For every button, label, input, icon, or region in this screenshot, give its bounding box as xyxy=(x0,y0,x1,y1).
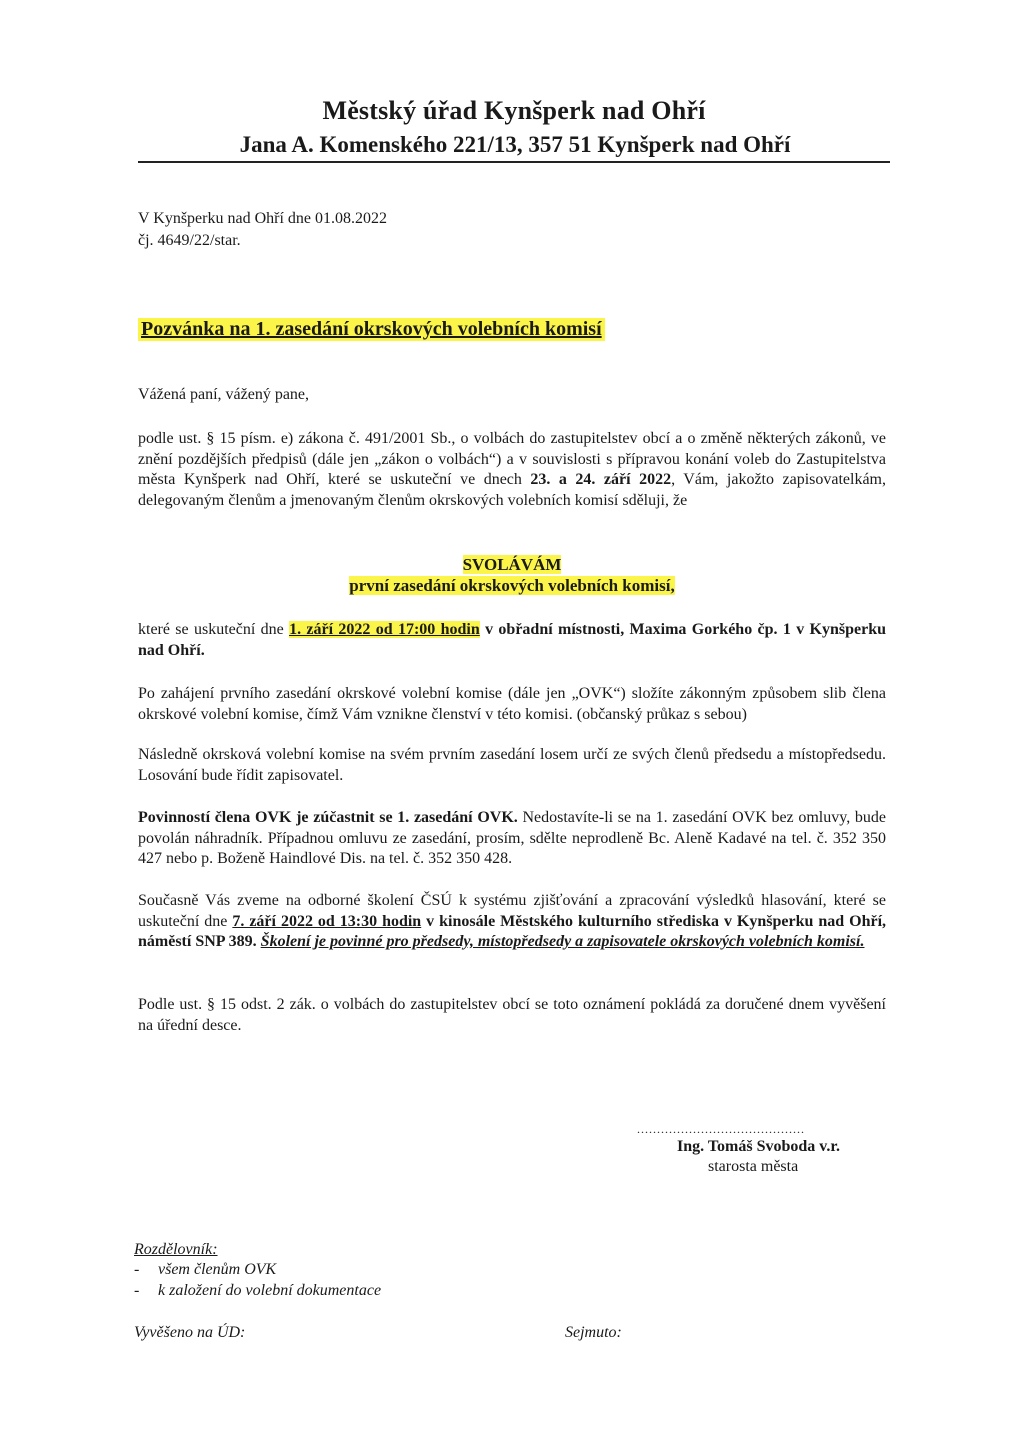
election-dates: 23. a 24. září 2022 xyxy=(530,471,672,488)
paragraph-text: podle ust. § 15 písm. e) zákona č. 491/2001 Sb., o volbách do zastupitelstev obcí a o změně některých zákonů, ve znění pozdějších předpisů (dále jen „zákon o volbách“) a v souvislosti s přípravou konání voleb do Zastupitelstva města Kynšperk nad Ohří, které se uskuteční ve dnech xyxy=(138,430,886,488)
distribution-item: - všem členům OVK xyxy=(134,1261,277,1278)
office-name: Městský úřad Kynšperk nad Ohří xyxy=(322,96,706,125)
paragraph-delivery: Podle ust. § 15 odst. 2 zák. o volbách do zastupitelstev obcí se toto oznámení pokládá za doručené dnem vyvěšení na úřední desce. xyxy=(138,996,886,1034)
paragraph-attendance xyxy=(138,808,886,870)
training-location: v kinosále Městského kulturního střediska v Kynšperku nad Ohří, náměstí SNP 389. xyxy=(138,912,887,950)
place-date: V Kynšperku nad Ohří dne 01.08.2022 xyxy=(138,210,388,227)
training-lead: Současně Vás zveme na odborné školení ČSÚ k systému zjišťování a zpracování výsledků hlasování, které se uskuteční dne xyxy=(138,892,886,930)
distribution-item: - k založení do volební dokumentace xyxy=(134,1282,382,1299)
distribution-item-text: k založení do volební dokumentace xyxy=(158,1282,382,1299)
meeting-lead: které se uskuteční dne xyxy=(138,621,290,638)
salutation: Vážená paní, vážený pane, xyxy=(138,386,310,403)
convene-word: SVOLÁVÁM xyxy=(462,555,562,574)
meeting-details xyxy=(138,620,886,661)
meeting-location: v obřadní místnosti, Maxima Gorkého čp. 1 v Kynšperku nad Ohří. xyxy=(138,621,887,659)
distribution-heading: Rozdělovník: xyxy=(134,1241,218,1258)
signature-line: .......................................... xyxy=(637,1122,805,1136)
signatory-name: Ing. Tomáš Svoboda v.r. xyxy=(677,1138,841,1155)
attendance-obligation: Povinností člena OVK je zúčastnit se 1. zasedání OVK. xyxy=(138,809,518,826)
training-note: Školení je povinné pro předsedy, místopředsedy a zapisovatele okrskových volebních komisí. xyxy=(260,933,865,950)
posted-on-board-label: Vyvěšeno na ÚD: xyxy=(134,1324,246,1341)
convene-subject: první zasedání okrskových volebních komisí, xyxy=(349,576,675,595)
reference-number: čj. 4649/22/star. xyxy=(138,232,241,249)
meeting-datetime: 1. září 2022 od 17:00 hodin xyxy=(289,621,480,638)
signatory-role: starosta města xyxy=(708,1158,799,1175)
paragraph-legal-basis xyxy=(138,429,886,511)
removed-label: Sejmuto: xyxy=(565,1324,622,1341)
document-title: Pozvánka na 1. zasedání okrskových volebních komisí xyxy=(138,318,605,341)
training-datetime: 7. září 2022 od 13:30 hodin xyxy=(232,912,422,930)
paragraph-text-continued: , Vám, jakožto zapisovatelkám, delegovaným členům a jmenovaným členům okrskových volebních komisí sděluji, že xyxy=(138,471,887,509)
attendance-excuse-info: Nedostavíte-li se na 1. zasedání OVK bez omluvy, bude povolán náhradník. Případnou omluvu ze zasedání, prosím, sdělte neprodleně Bc. Aleně Kadavé na tel. č. 352 350 427 nebo p. Boženě Haindlové Dis. na tel. č. 352 350 428. xyxy=(138,809,887,867)
header-divider xyxy=(138,161,890,163)
office-address: Jana A. Komenského 221/13, 357 51 Kynšperk nad Ohří xyxy=(239,132,791,157)
paragraph-training xyxy=(138,891,886,953)
distribution-item-text: všem členům OVK xyxy=(158,1261,277,1278)
paragraph-oath: Po zahájení prvního zasedání okrskové volební komise (dále jen „OVK“) složíte zákonným způsobem slib člena okrskové volební komise, čímž Vám vznikne členství v této komisi. (občanský průkaz s sebou) xyxy=(138,685,886,723)
convene-statement xyxy=(138,554,886,596)
paragraph-chair-selection: Následně okrsková volební komise na svém prvním zasedání losem určí ze svých členů předsedu a místopředsedu. Losování bude řídit zapisovatel. xyxy=(138,746,886,784)
